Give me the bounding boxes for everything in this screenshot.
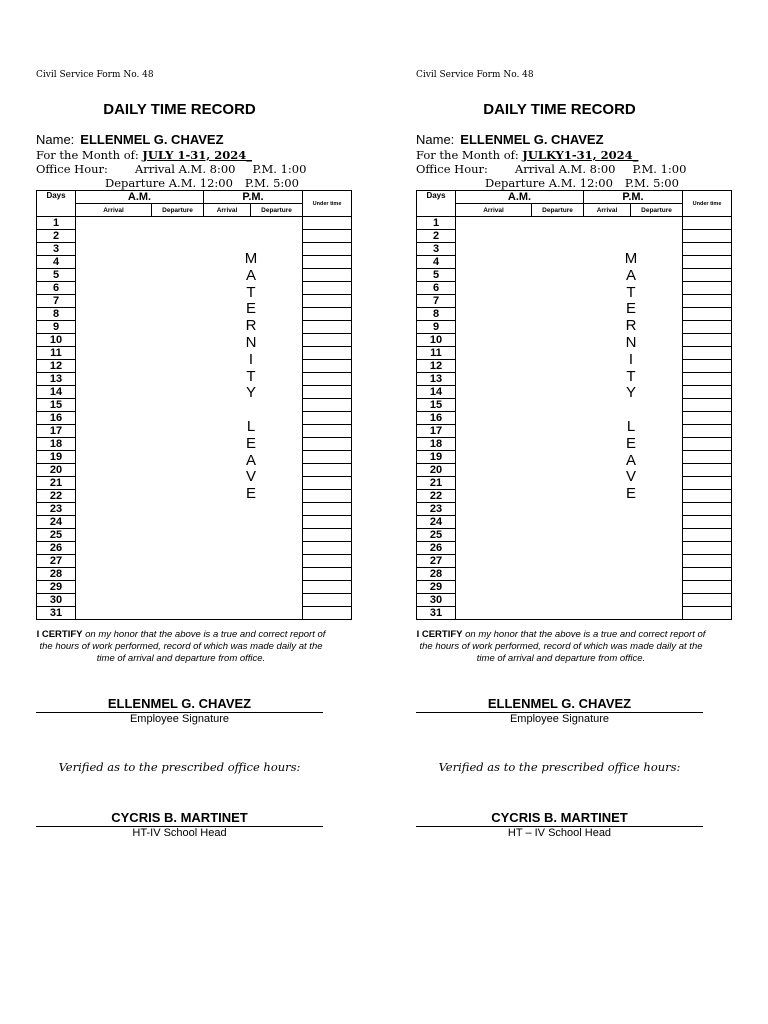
month-row	[416, 148, 638, 162]
day-number: 13	[417, 373, 456, 386]
undertime-cell	[683, 217, 732, 230]
leave-letter: V	[245, 468, 256, 486]
days-header: Days	[37, 191, 76, 217]
undertime-cell	[683, 568, 732, 581]
day-number: 13	[37, 373, 76, 386]
undertime-cell	[303, 542, 352, 555]
table-row	[417, 217, 732, 230]
day-number: 27	[37, 555, 76, 568]
day-number: 8	[417, 308, 456, 321]
day-number: 2	[37, 230, 76, 243]
certify-body: on my honor that the above is a true and correct report of the hours of work performed, record of which was made daily at the time of arrival and departure from office.	[419, 629, 706, 664]
day-number: 10	[417, 334, 456, 347]
day-number: 11	[417, 347, 456, 360]
day-number: 8	[37, 308, 76, 321]
time-record-table	[416, 190, 732, 620]
form-title: DAILY TIME RECORD	[483, 101, 636, 118]
verified-text: Verified as to the prescribed office hours:	[438, 760, 681, 774]
leave-letter: A	[245, 451, 256, 469]
undertime-cell	[683, 373, 732, 386]
undertime-cell	[303, 230, 352, 243]
day-number: 17	[417, 425, 456, 438]
leave-letter: Y	[245, 384, 256, 402]
leave-letter: M	[624, 250, 638, 267]
employee-signature-label: Employee Signature	[509, 713, 610, 725]
pm-arrival-header: Arrival	[204, 204, 251, 217]
arrival-pm: P.M. 1:00	[632, 162, 687, 176]
day-number: 27	[417, 555, 456, 568]
leave-letter: L	[246, 417, 256, 435]
undertime-cell	[683, 581, 732, 594]
day-number: 16	[37, 412, 76, 425]
day-number: 15	[417, 399, 456, 412]
day-number: 4	[37, 256, 76, 269]
form-title: DAILY TIME RECORD	[103, 101, 256, 118]
certification-text	[416, 629, 706, 665]
undertime-cell	[683, 425, 732, 438]
day-number: 30	[37, 594, 76, 607]
departure-am: Departure A.M. 12:00	[485, 176, 613, 190]
am-header: A.M.	[456, 191, 584, 204]
leave-letter: T	[246, 367, 256, 385]
day-number: 22	[417, 490, 456, 503]
undertime-cell	[303, 503, 352, 516]
pm-departure-header: Departure	[251, 204, 303, 217]
am-arrival-header: Arrival	[456, 204, 532, 217]
leave-letter: L	[626, 417, 636, 435]
day-number: 7	[37, 295, 76, 308]
certify-body: on my honor that the above is a true and correct report of the hours of work performed, record of which was made daily at the time of arrival and departure from office.	[39, 629, 326, 664]
day-number: 31	[417, 607, 456, 620]
day-number: 20	[417, 464, 456, 477]
departure-row	[485, 176, 679, 190]
undertime-cell	[683, 542, 732, 555]
undertime-cell	[683, 399, 732, 412]
undertime-cell	[303, 243, 352, 256]
leave-letter	[236, 402, 266, 419]
departure-pm: P.M. 5:00	[624, 176, 679, 190]
day-number: 19	[37, 451, 76, 464]
leave-letter: T	[626, 283, 636, 301]
day-number: 5	[417, 269, 456, 282]
am-departure-header: Departure	[532, 204, 584, 217]
leave-letter: V	[625, 468, 636, 486]
employee-signature-name: ELLENMEL G. CHAVEZ	[107, 696, 252, 711]
form-number: Civil Service Form No. 48	[36, 70, 154, 80]
maternity-leave-cell	[456, 217, 683, 620]
undertime-cell	[683, 607, 732, 620]
leave-letter: A	[245, 266, 256, 284]
pm-departure-header: Departure	[631, 204, 683, 217]
pm-arrival-header: Arrival	[584, 204, 631, 217]
day-number: 12	[37, 360, 76, 373]
leave-letter: E	[245, 434, 256, 452]
undertime-cell	[303, 438, 352, 451]
day-number: 24	[417, 516, 456, 529]
day-number: 28	[37, 568, 76, 581]
day-number: 6	[417, 282, 456, 295]
day-number: 6	[37, 282, 76, 295]
form-number: Civil Service Form No. 48	[416, 70, 534, 80]
maternity-leave-text	[616, 251, 646, 503]
day-number: 23	[37, 503, 76, 516]
undertime-cell	[303, 347, 352, 360]
day-number: 26	[417, 542, 456, 555]
undertime-cell	[303, 360, 352, 373]
day-number: 9	[417, 321, 456, 334]
school-head-name: CYCRIS B. MARTINET	[111, 810, 248, 825]
leave-letter: I	[628, 350, 634, 368]
day-number: 29	[37, 581, 76, 594]
day-number: 1	[417, 217, 456, 230]
dtr-form-right	[416, 0, 746, 1024]
name-row	[416, 132, 604, 148]
undertime-cell	[303, 581, 352, 594]
leave-letter: M	[244, 250, 258, 267]
undertime-cell	[303, 269, 352, 282]
name-label: Name:	[36, 132, 75, 147]
undertime-cell	[683, 334, 732, 347]
day-number: 17	[37, 425, 76, 438]
office-hour-label: Office Hour:	[416, 162, 488, 176]
leave-letter: E	[245, 485, 256, 503]
day-number: 21	[417, 477, 456, 490]
undertime-cell	[683, 503, 732, 516]
day-number: 7	[417, 295, 456, 308]
leave-letter: E	[625, 434, 636, 452]
time-record-table	[36, 190, 352, 620]
employee-signature-name: ELLENMEL G. CHAVEZ	[487, 696, 632, 711]
month-value: JULKY1-31, 2024_	[522, 148, 639, 162]
days-header: Days	[417, 191, 456, 217]
day-number: 14	[417, 386, 456, 399]
day-number: 4	[417, 256, 456, 269]
school-head-name: CYCRIS B. MARTINET	[491, 810, 628, 825]
undertime-cell	[683, 412, 732, 425]
undertime-cell	[683, 516, 732, 529]
office-hour-label: Office Hour:	[36, 162, 108, 176]
month-label: For the Month of:	[36, 148, 139, 162]
undertime-cell	[683, 477, 732, 490]
undertime-cell	[303, 295, 352, 308]
undertime-cell	[683, 464, 732, 477]
undertime-cell	[683, 256, 732, 269]
undertime-cell	[303, 529, 352, 542]
undertime-cell	[683, 438, 732, 451]
certify-bold: I CERTIFY	[36, 629, 83, 640]
undertime-cell	[303, 464, 352, 477]
leave-letter: R	[625, 317, 637, 335]
employee-name-value: ELLENMEL G. CHAVEZ	[80, 132, 224, 147]
day-number: 23	[417, 503, 456, 516]
undertime-cell	[683, 490, 732, 503]
day-number: 21	[37, 477, 76, 490]
school-head-label: HT – IV School Head	[507, 827, 612, 839]
day-number: 19	[417, 451, 456, 464]
day-number: 18	[417, 438, 456, 451]
undertime-cell	[683, 321, 732, 334]
undertime-cell	[683, 295, 732, 308]
undertime-cell	[303, 425, 352, 438]
day-number: 16	[417, 412, 456, 425]
day-number: 15	[37, 399, 76, 412]
day-number: 26	[37, 542, 76, 555]
undertime-cell	[683, 230, 732, 243]
dtr-form-left	[36, 0, 366, 1024]
undertime-cell	[683, 308, 732, 321]
month-row	[36, 148, 252, 162]
undertime-cell	[303, 373, 352, 386]
leave-letter: N	[625, 333, 637, 351]
undertime-cell	[303, 516, 352, 529]
day-number: 29	[417, 581, 456, 594]
undertime-cell	[303, 399, 352, 412]
day-number: 3	[417, 243, 456, 256]
arrival-am: Arrival A.M. 8:00	[134, 162, 236, 176]
am-arrival-header: Arrival	[76, 204, 152, 217]
undertime-cell	[683, 386, 732, 399]
leave-letter: I	[248, 350, 254, 368]
arrival-am: Arrival A.M. 8:00	[514, 162, 616, 176]
verified-text: Verified as to the prescribed office hours:	[58, 760, 301, 774]
day-number: 31	[37, 607, 76, 620]
day-number: 5	[37, 269, 76, 282]
leave-letter: A	[625, 451, 636, 469]
leave-letter: T	[246, 283, 256, 301]
am-departure-header: Departure	[152, 204, 204, 217]
certify-bold: I CERTIFY	[416, 629, 463, 640]
maternity-leave-cell	[76, 217, 303, 620]
arrival-pm: P.M. 1:00	[252, 162, 307, 176]
departure-am: Departure A.M. 12:00	[105, 176, 233, 190]
employee-name-value: ELLENMEL G. CHAVEZ	[460, 132, 604, 147]
leave-letter: E	[625, 485, 636, 503]
day-number: 28	[417, 568, 456, 581]
undertime-cell	[683, 360, 732, 373]
leave-letter: E	[245, 300, 256, 318]
office-hour-row	[416, 162, 686, 176]
day-number: 25	[417, 529, 456, 542]
undertime-cell	[303, 451, 352, 464]
undertime-cell	[303, 412, 352, 425]
leave-letter: A	[625, 266, 636, 284]
undertime-cell	[303, 555, 352, 568]
day-number: 24	[37, 516, 76, 529]
undertime-cell	[683, 243, 732, 256]
school-head-label: HT-IV School Head	[132, 827, 227, 839]
leave-letter: Y	[625, 384, 636, 402]
name-row	[36, 132, 224, 148]
day-number: 2	[417, 230, 456, 243]
undertime-cell	[303, 321, 352, 334]
am-header: A.M.	[76, 191, 204, 204]
day-number: 25	[37, 529, 76, 542]
undertime-cell	[303, 477, 352, 490]
undertime-header: Under time	[683, 191, 732, 217]
undertime-cell	[303, 308, 352, 321]
undertime-cell	[683, 451, 732, 464]
undertime-cell	[683, 594, 732, 607]
undertime-cell	[303, 607, 352, 620]
undertime-cell	[303, 568, 352, 581]
departure-pm: P.M. 5:00	[244, 176, 299, 190]
undertime-cell	[683, 269, 732, 282]
pm-header: P.M.	[204, 191, 303, 204]
pm-header: P.M.	[584, 191, 683, 204]
maternity-leave-text	[236, 251, 266, 503]
undertime-cell	[303, 490, 352, 503]
day-number: 10	[37, 334, 76, 347]
day-number: 12	[417, 360, 456, 373]
departure-row	[105, 176, 299, 190]
undertime-cell	[303, 594, 352, 607]
leave-letter: T	[626, 367, 636, 385]
undertime-cell	[683, 347, 732, 360]
month-value: JULY 1-31, 2024_	[142, 148, 252, 162]
undertime-cell	[303, 386, 352, 399]
day-number: 18	[37, 438, 76, 451]
month-label: For the Month of:	[416, 148, 519, 162]
leave-letter: N	[245, 333, 257, 351]
leave-letter: E	[625, 300, 636, 318]
day-number: 30	[417, 594, 456, 607]
day-number: 14	[37, 386, 76, 399]
day-number: 22	[37, 490, 76, 503]
employee-signature-label: Employee Signature	[129, 713, 230, 725]
day-number: 11	[37, 347, 76, 360]
undertime-cell	[683, 282, 732, 295]
certification-text	[36, 629, 326, 665]
undertime-cell	[683, 555, 732, 568]
undertime-cell	[303, 256, 352, 269]
undertime-cell	[683, 529, 732, 542]
day-number: 9	[37, 321, 76, 334]
undertime-cell	[303, 334, 352, 347]
name-label: Name:	[416, 132, 455, 147]
leave-letter: R	[245, 317, 257, 335]
table-row	[37, 217, 352, 230]
undertime-header: Under time	[303, 191, 352, 217]
day-number: 20	[37, 464, 76, 477]
undertime-cell	[303, 282, 352, 295]
day-number: 3	[37, 243, 76, 256]
office-hour-row	[36, 162, 306, 176]
day-number: 1	[37, 217, 76, 230]
undertime-cell	[303, 217, 352, 230]
leave-letter	[616, 402, 646, 419]
